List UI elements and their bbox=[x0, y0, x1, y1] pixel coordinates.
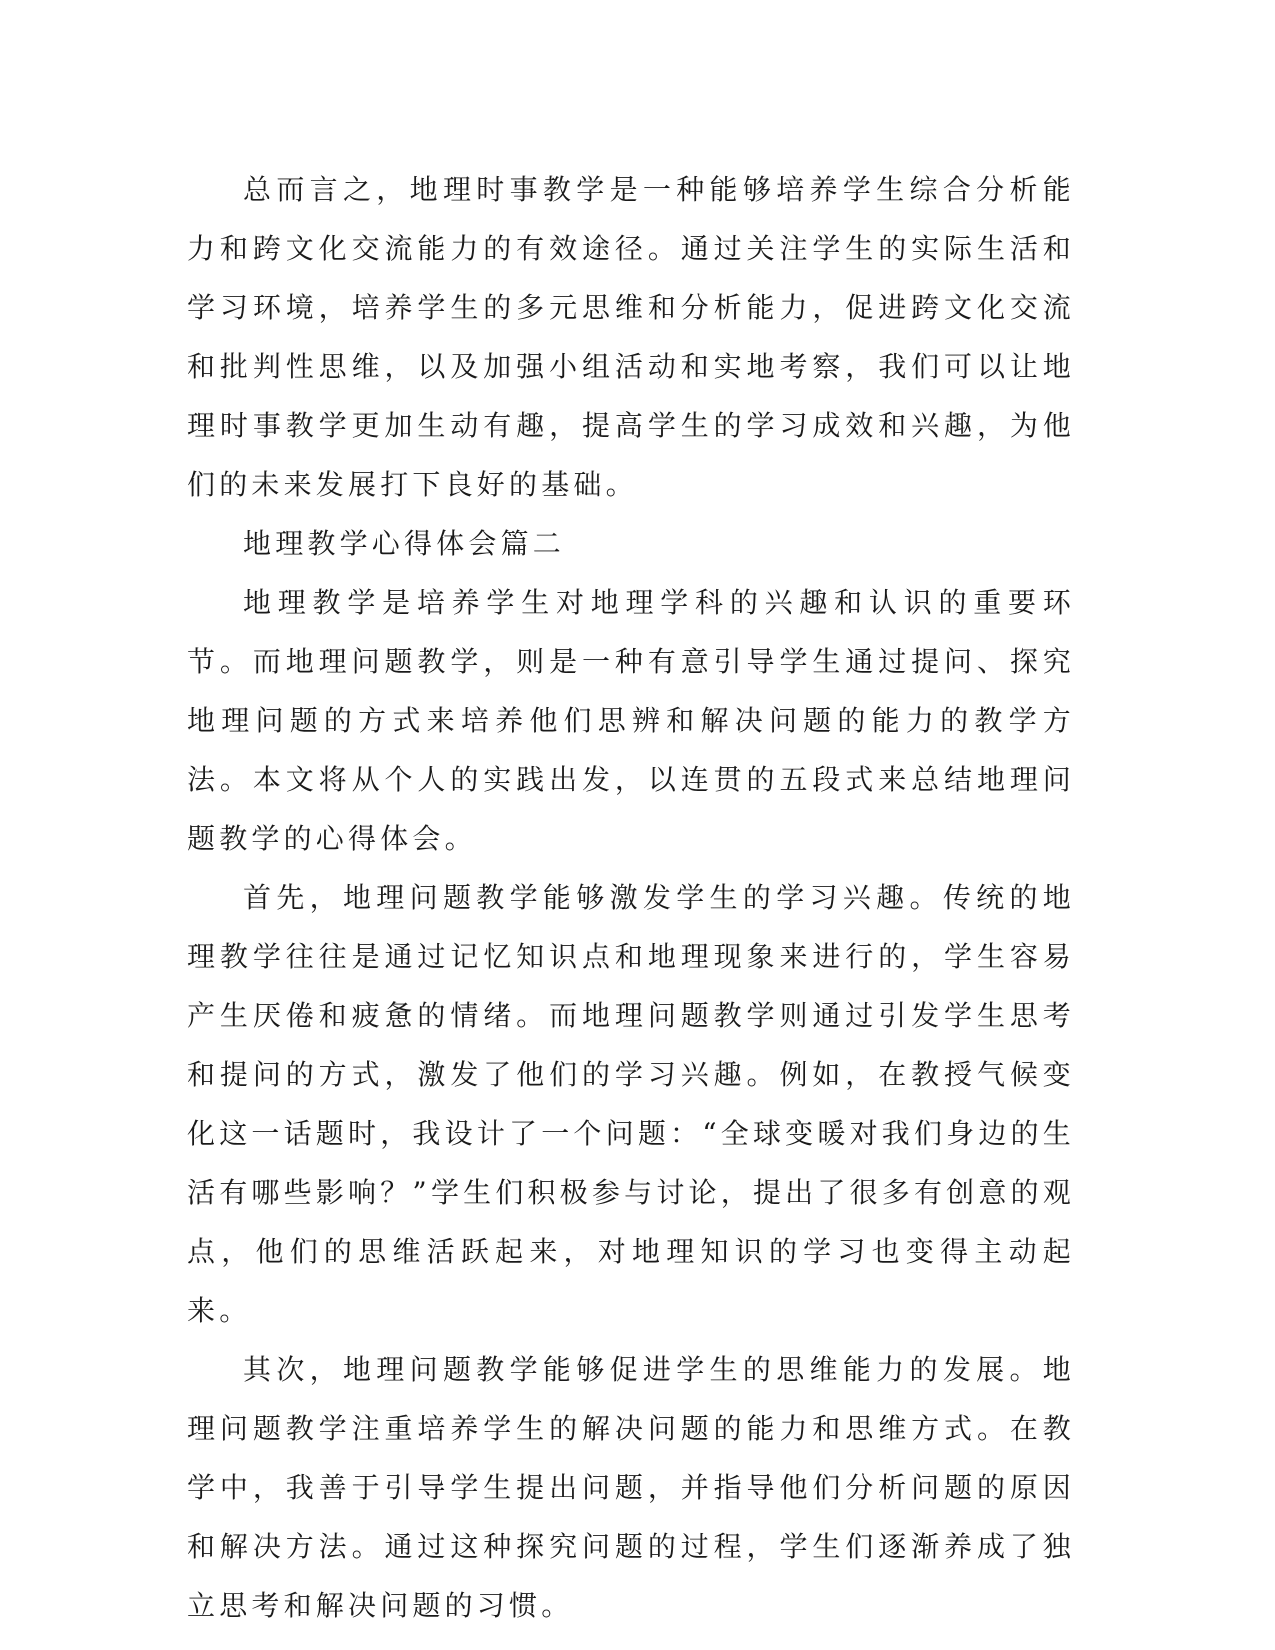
paragraph-second: 其次，地理问题教学能够促进学生的思维能力的发展。地理问题教学注重培养学生的解决问题的能力和思维方式。在教学中，我善于引导学生提出问题，并指导他们分析问题的原因和解决方法。通过这种探究问题的过程，学生们逐渐养成了独立思考和解决问题的习惯。 bbox=[187, 1353, 1075, 1622]
section-heading: 地理教学心得体会篇二 bbox=[243, 527, 566, 560]
paragraph-first: 首先，地理问题教学能够激发学生的学习兴趣。传统的地理教学往往是通过记忆知识点和地理现象来进行的，学生容易产生厌倦和疲惫的情绪。而地理问题教学则通过引发学生思考和提问的方式，激发了他们的学习兴趣。例如，在教授气候变化这一话题时，我设计了一个问题：“全球变暖对我们身边的生活有哪些影响？”学生们积极参与讨论，提出了很多有创意的观点，他们的思维活跃起来，对地理知识的学习也变得主动起来。 bbox=[187, 881, 1075, 1327]
document-body bbox=[187, 160, 1075, 1635]
paragraph-conclusion: 总而言之，地理时事教学是一种能够培养学生综合分析能力和跨文化交流能力的有效途径。通过关注学生的实际生活和学习环境，培养学生的多元思维和分析能力，促进跨文化交流和批判性思维，以及加强小组活动和实地考察，我们可以让地理时事教学更加生动有趣，提高学生的学习成效和兴趣，为他们的未来发展打下良好的基础。 bbox=[187, 173, 1075, 501]
paragraph-intro: 地理教学是培养学生对地理学科的兴趣和认识的重要环节。而地理问题教学，则是一种有意引导学生通过提问、探究地理问题的方式来培养他们思辨和解决问题的能力的教学方法。本文将从个人的实践出发，以连贯的五段式来总结地理问题教学的心得体会。 bbox=[187, 586, 1075, 855]
